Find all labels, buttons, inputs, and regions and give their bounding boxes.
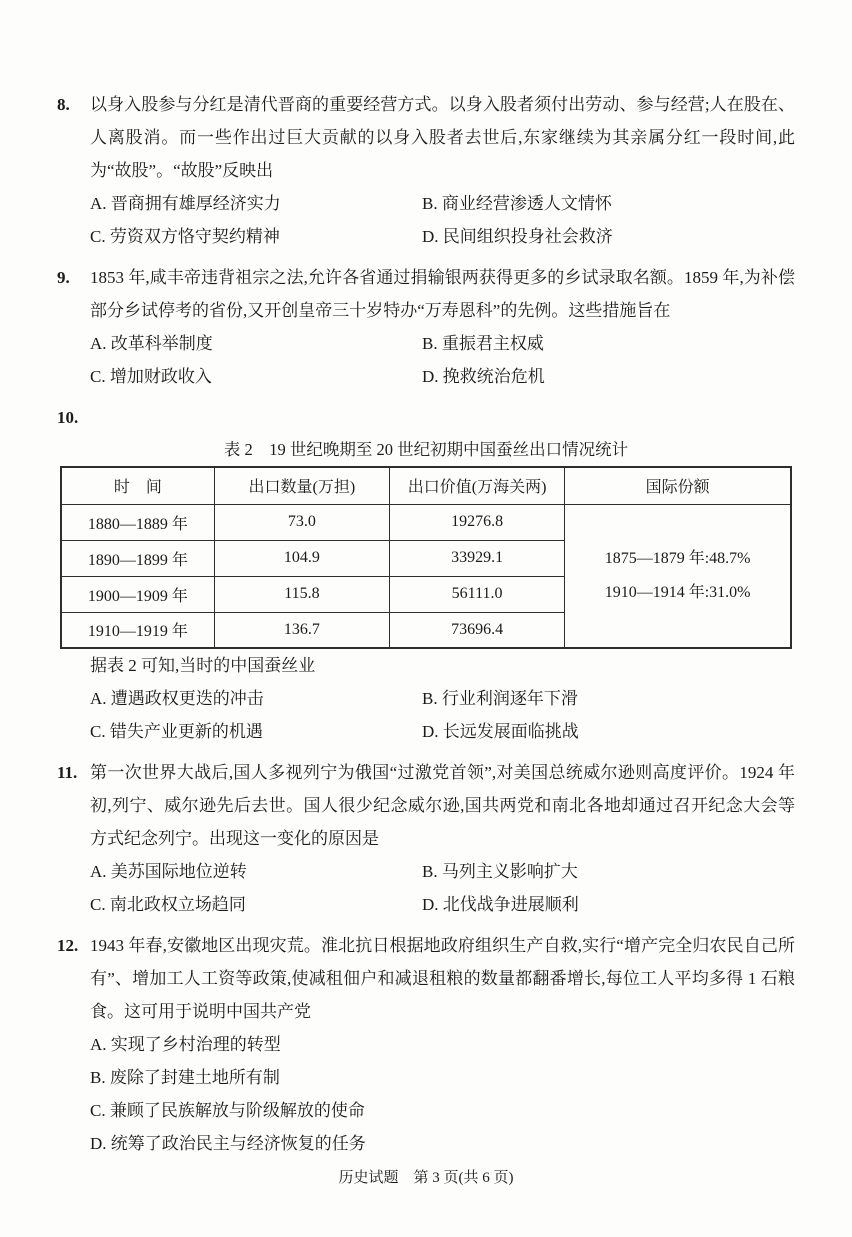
question-12-option-b: B. 废除了封建土地所有制 bbox=[90, 1068, 280, 1087]
question-11-option-c: C. 南北政权立场趋同 bbox=[90, 895, 246, 914]
table-cell-quantity: 136.7 bbox=[214, 612, 389, 648]
question-10-option-d: D. 长远发展面临挑战 bbox=[422, 722, 579, 741]
question-9-stem: 1853 年,咸丰帝违背祖宗之法,允许各省通过捐输银两获得更多的乡试录取名额。1859 年,为补偿部分乡试停考的省份,又开创皇帝三十岁特办“万寿恩科”的先例。这些措施旨在 bbox=[90, 268, 795, 320]
table-cell-quantity: 115.8 bbox=[214, 576, 389, 612]
question-8-number: 8. bbox=[57, 95, 70, 114]
question-10-stem bbox=[90, 649, 795, 682]
question-8-option-c: C. 劳资双方恪守契约精神 bbox=[90, 227, 280, 246]
question-9-number: 9. bbox=[57, 268, 70, 287]
table-cell-value: 56111.0 bbox=[389, 576, 564, 612]
table-cell-value: 33929.1 bbox=[389, 540, 564, 576]
table-cell-share bbox=[565, 504, 791, 648]
table-cell-time: 1880—1889 年 bbox=[61, 504, 214, 540]
page-footer: 历史试题 第 3 页(共 6 页) bbox=[338, 1170, 514, 1186]
question-8-option-a: A. 晋商拥有雄厚经济实力 bbox=[90, 194, 281, 213]
question-11-stem: 第一次世界大战后,国人多视列宁为俄国“过激党首领”,对美国总统威尔逊则高度评价。1924 年初,列宁、威尔逊先后去世。国人很少纪念威尔逊,国共两党和南北各地却通过召开纪念大会等方式纪念列宁。出现这一变化的原因是 bbox=[90, 763, 795, 848]
table-2-title: 表 2 19 世纪晚期至 20 世纪初期中国蚕丝出口情况统计 bbox=[223, 440, 629, 459]
table-2-header-quantity: 出口数量(万担) bbox=[214, 467, 389, 504]
table-cell-quantity: 104.9 bbox=[214, 540, 389, 576]
table-2-header-time: 时 间 bbox=[61, 467, 214, 504]
share-line-1: 1875—1879 年:48.7% bbox=[604, 549, 751, 567]
table-cell-value: 73696.4 bbox=[389, 612, 564, 648]
table-cell-time: 1910—1919 年 bbox=[61, 612, 214, 648]
question-10-option-b: B. 行业利润逐年下滑 bbox=[422, 689, 578, 708]
question-12-option-c: C. 兼顾了民族解放与阶级解放的使命 bbox=[90, 1101, 365, 1120]
question-11-option-d: D. 北伐战争进展顺利 bbox=[422, 895, 579, 914]
question-12-number: 12. bbox=[57, 936, 79, 955]
table-cell-time: 1900—1909 年 bbox=[61, 576, 214, 612]
table-cell-time: 1890—1899 年 bbox=[61, 540, 214, 576]
question-12-option-a: A. 实现了乡村治理的转型 bbox=[90, 1035, 281, 1054]
question-10-option-c: C. 错失产业更新的机遇 bbox=[90, 722, 263, 741]
share-line-2: 1910—1914 年:31.0% bbox=[604, 583, 751, 601]
question-8 bbox=[57, 88, 795, 253]
question-10 bbox=[57, 401, 795, 748]
question-11 bbox=[57, 756, 795, 921]
table-cell-quantity: 73.0 bbox=[214, 504, 389, 540]
question-12-stem: 1943 年春,安徽地区出现灾荒。淮北抗日根据地政府组织生产自救,实行“增产完全归农民自己所有”、增加工人工资等政策,使减租佃户和减退租粮的数量都翻番增长,每位工人平均多得 1 石粮食。这可用于说明中国共产党 bbox=[90, 936, 795, 1021]
question-8-options bbox=[90, 187, 795, 253]
question-8-option-d: D. 民间组织投身社会救济 bbox=[422, 227, 613, 246]
table-2-header-value: 出口价值(万海关两) bbox=[389, 467, 564, 504]
question-8-stem: 以身入股参与分红是清代晋商的重要经营方式。以身入股者须付出劳动、参与经营;人在股在、人离股消。而一些作出过巨大贡献的以身入股者去世后,东家继续为其亲属分红一段时间,此为“故股”。“故股”反映出 bbox=[90, 95, 795, 180]
question-9-options bbox=[90, 327, 795, 393]
question-9-option-c: C. 增加财政收入 bbox=[90, 367, 212, 386]
question-9-option-a: A. 改革科举制度 bbox=[90, 334, 213, 353]
question-10-stem-text: 据表 2 可知,当时的中国蚕丝业 bbox=[90, 656, 316, 675]
question-10-number: 10. bbox=[57, 408, 79, 427]
table-row bbox=[61, 504, 791, 540]
question-9-option-b: B. 重振君主权威 bbox=[422, 334, 544, 353]
table-2-header-row bbox=[61, 467, 791, 504]
question-8-option-b: B. 商业经营渗透人文情怀 bbox=[422, 194, 612, 213]
question-10-option-a: A. 遭遇政权更迭的冲击 bbox=[90, 689, 264, 708]
table-2 bbox=[60, 466, 792, 649]
question-11-number: 11. bbox=[57, 763, 78, 782]
question-11-option-a: A. 美苏国际地位逆转 bbox=[90, 862, 247, 881]
question-12-options bbox=[90, 1028, 795, 1160]
question-12-option-d: D. 统筹了政治民主与经济恢复的任务 bbox=[90, 1134, 366, 1153]
question-11-options bbox=[90, 855, 795, 921]
question-12 bbox=[57, 929, 795, 1160]
question-9 bbox=[57, 261, 795, 393]
table-cell-value: 19276.8 bbox=[389, 504, 564, 540]
question-11-option-b: B. 马列主义影响扩大 bbox=[422, 862, 578, 881]
question-10-options bbox=[90, 682, 795, 748]
table-2-header-share: 国际份额 bbox=[565, 467, 791, 504]
question-9-option-d: D. 挽救统治危机 bbox=[422, 367, 545, 386]
